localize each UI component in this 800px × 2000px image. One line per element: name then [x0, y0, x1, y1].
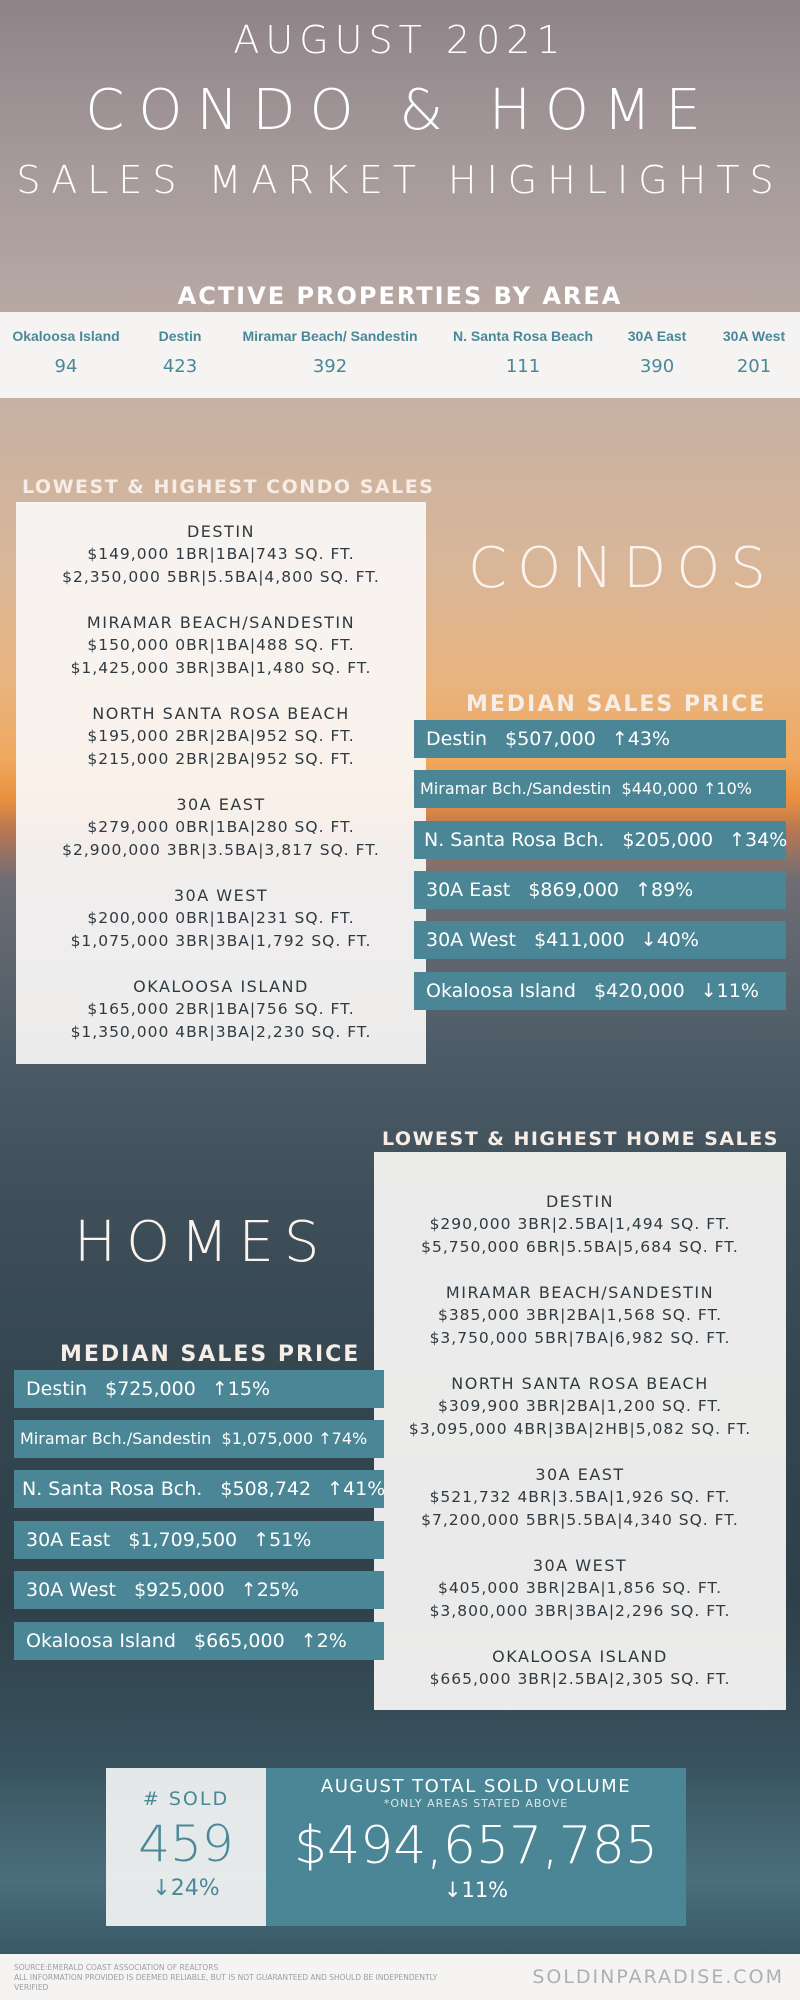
median-area: 30A West — [426, 929, 516, 951]
condo-median-okaloosa — [414, 972, 786, 1010]
area-destin — [140, 328, 220, 377]
header-month: AUGUST 2021 — [233, 18, 567, 62]
sales-high: $7,200,000 5BR|5.5BA|4,340 SQ. FT. — [421, 1511, 739, 1529]
footer — [0, 1954, 800, 2000]
sales-high: $1,425,000 3BR|3BA|1,480 SQ. FT. — [70, 659, 372, 677]
median-change: ↑2% — [300, 1630, 347, 1652]
sales-low: $385,000 3BR|2BA|1,568 SQ. FT. — [437, 1306, 723, 1324]
sales-low: $149,000 1BR|1BA|743 SQ. FT. — [87, 545, 355, 563]
sales-low: $405,000 3BR|2BA|1,856 SQ. FT. — [437, 1579, 723, 1597]
sales-area: 30A EAST — [535, 1465, 625, 1484]
median-price: $925,000 — [134, 1579, 225, 1601]
sold-volume-box — [266, 1768, 686, 1926]
area-north-santa-rosa-beach — [444, 328, 602, 377]
sales-high: $3,750,000 5BR|7BA|6,982 SQ. FT. — [429, 1329, 731, 1347]
median-area: Okaloosa Island — [426, 980, 576, 1002]
volume-note: *ONLY AREAS STATED ABOVE — [383, 1797, 569, 1810]
median-change: ↑89% — [635, 879, 694, 901]
sales-area: NORTH SANTA ROSA BEACH — [451, 1374, 709, 1393]
median-area: Miramar Bch./Sandestin — [420, 779, 612, 798]
footer-source-line: SOURCE:EMERALD COAST ASSOCIATION OF REALTORS — [14, 1963, 219, 1972]
area-name: 30A East — [627, 328, 687, 344]
area-name: 30A West — [722, 328, 786, 344]
home-sales-okaloosa — [374, 1645, 786, 1691]
active-properties-band — [0, 312, 800, 398]
sales-low: $665,000 3BR|2.5BA|2,305 SQ. FT. — [429, 1670, 731, 1688]
sales-area: MIRAMAR BEACH/SANDESTIN — [86, 613, 356, 632]
area-name: Miramar Beach/ Sandestin — [242, 328, 418, 344]
median-area: 30A East — [26, 1529, 111, 1551]
sales-area: DESTIN — [545, 1192, 615, 1211]
area-name: Destin — [158, 328, 202, 344]
home-sales-30a-west — [374, 1554, 786, 1623]
sales-area: 30A EAST — [176, 795, 266, 814]
condo-median-nsrb — [414, 821, 786, 859]
area-count: 94 — [54, 356, 78, 377]
volume-value: $494,657,785 — [294, 1816, 658, 1876]
sales-low: $521,732 4BR|3.5BA|1,926 SQ. FT. — [429, 1488, 731, 1506]
sales-low: $195,000 2BR|2BA|952 SQ. FT. — [87, 727, 355, 745]
area-30a-east — [614, 328, 700, 377]
median-area: 30A East — [426, 879, 511, 901]
home-sales-destin — [374, 1190, 786, 1259]
median-price: $1,075,000 — [221, 1429, 314, 1448]
sales-low: $279,000 0BR|1BA|280 SQ. FT. — [87, 818, 355, 836]
homes-section-word: HOMES — [74, 1210, 330, 1275]
sold-count-box — [106, 1768, 266, 1926]
median-price: $420,000 — [594, 980, 685, 1002]
home-median-okaloosa — [14, 1622, 384, 1660]
sales-high: $3,095,000 4BR|3BA|2HB|5,082 SQ. FT. — [408, 1420, 752, 1438]
condo-median-30a-east — [414, 871, 786, 909]
active-properties-title: ACTIVE PROPERTIES BY AREA — [177, 282, 623, 310]
condo-sales-nsrb — [16, 702, 426, 771]
home-median-title: MEDIAN SALES PRICE — [60, 1342, 361, 1367]
median-change: ↑34% — [729, 829, 788, 851]
median-price: $440,000 — [621, 779, 698, 798]
condo-sales-30a-west — [16, 884, 426, 953]
home-median-destin — [14, 1370, 384, 1408]
area-miramar-beach — [234, 328, 426, 377]
median-price: $411,000 — [534, 929, 625, 951]
sales-area: OKALOOSA ISLAND — [133, 977, 309, 996]
condos-section-word: CONDOS — [468, 536, 776, 601]
home-sales-title: LOWEST & HIGHEST HOME SALES — [382, 1128, 779, 1150]
home-sales-nsrb — [374, 1372, 786, 1441]
median-price: $507,000 — [505, 728, 596, 750]
sold-label: # SOLD — [142, 1788, 230, 1810]
area-name: Okaloosa Island — [12, 328, 120, 344]
area-count: 201 — [736, 356, 772, 377]
median-price: $508,742 — [220, 1478, 312, 1500]
condo-sales-miramar — [16, 611, 426, 680]
condo-median-miramar — [414, 770, 786, 808]
median-price: $665,000 — [194, 1630, 285, 1652]
home-sales-miramar — [374, 1281, 786, 1350]
page-subtitle: SALES MARKET HIGHLIGHTS — [16, 158, 784, 202]
area-count: 390 — [639, 356, 675, 377]
median-change: ↓11% — [700, 980, 759, 1002]
sold-value: 459 — [138, 1815, 234, 1873]
sales-low: $309,900 3BR|2BA|1,200 SQ. FT. — [437, 1397, 723, 1415]
median-price: $1,709,500 — [128, 1529, 238, 1551]
sales-area: 30A WEST — [532, 1556, 628, 1575]
area-30a-west — [712, 328, 796, 377]
area-count: 392 — [312, 356, 348, 377]
home-median-30a-east — [14, 1521, 384, 1559]
sales-area: NORTH SANTA ROSA BEACH — [92, 704, 350, 723]
sales-high: $2,350,000 5BR|5.5BA|4,800 SQ. FT. — [62, 568, 380, 586]
condo-sales-30a-east — [16, 793, 426, 862]
sales-area: 30A WEST — [173, 886, 269, 905]
median-change: ↑43% — [611, 728, 670, 750]
page-title: CONDO & HOME — [85, 78, 715, 143]
home-median-miramar — [14, 1420, 384, 1458]
median-area: N. Santa Rosa Bch. — [22, 1478, 203, 1500]
median-price: $725,000 — [105, 1378, 196, 1400]
median-area: 30A West — [26, 1579, 116, 1601]
median-change: ↑15% — [211, 1378, 270, 1400]
footer-site-link[interactable]: SOLDINPARADISE.COM — [532, 1966, 784, 1988]
sold-change: ↓24% — [152, 1876, 220, 1901]
median-change: ↓40% — [640, 929, 699, 951]
median-area: N. Santa Rosa Bch. — [424, 829, 605, 851]
sales-area: MIRAMAR BEACH/SANDESTIN — [445, 1283, 715, 1302]
sales-low: $290,000 3BR|2.5BA|1,494 SQ. FT. — [429, 1215, 731, 1233]
footer-source — [14, 1963, 454, 1993]
sales-high: $1,350,000 4BR|3BA|2,230 SQ. FT. — [70, 1023, 372, 1041]
volume-change: ↓11% — [443, 1878, 509, 1902]
sales-low: $165,000 2BR|1BA|756 SQ. FT. — [87, 1000, 355, 1018]
area-okaloosa-island — [6, 328, 126, 377]
median-change: ↑51% — [253, 1529, 312, 1551]
sales-low: $200,000 0BR|1BA|231 SQ. FT. — [87, 909, 355, 927]
footer-disclaimer: ALL INFORMATION PROVIDED IS DEEMED RELIABLE, BUT IS NOT GUARANTEED AND SHOULD BE INDEPENDENTLY VERIFIED — [14, 1973, 438, 1992]
sales-low: $150,000 0BR|1BA|488 SQ. FT. — [87, 636, 355, 654]
median-price: $869,000 — [528, 879, 620, 901]
sales-area: DESTIN — [186, 522, 256, 541]
sales-high: $5,750,000 6BR|5.5BA|5,684 SQ. FT. — [421, 1238, 739, 1256]
median-area: Destin — [26, 1378, 87, 1400]
median-area: Miramar Bch./Sandestin — [20, 1429, 212, 1448]
sales-high: $215,000 2BR|2BA|952 SQ. FT. — [87, 750, 355, 768]
sales-high: $2,900,000 3BR|3.5BA|3,817 SQ. FT. — [62, 841, 380, 859]
condo-sales-title: LOWEST & HIGHEST CONDO SALES — [22, 476, 435, 498]
home-sales-30a-east — [374, 1463, 786, 1532]
median-price: $205,000 — [622, 829, 714, 851]
median-change: ↑74% — [318, 1429, 368, 1448]
median-change: ↑41% — [327, 1478, 386, 1500]
sales-high: $1,075,000 3BR|3BA|1,792 SQ. FT. — [70, 932, 372, 950]
home-sales-box — [374, 1152, 786, 1710]
sales-area: OKALOOSA ISLAND — [492, 1647, 668, 1666]
median-change: ↑25% — [240, 1579, 299, 1601]
area-name: N. Santa Rosa Beach — [452, 328, 594, 344]
home-median-nsrb — [14, 1470, 384, 1508]
condo-sales-okaloosa — [16, 975, 426, 1044]
area-count: 111 — [505, 356, 541, 377]
condo-median-30a-west — [414, 921, 786, 959]
area-count: 423 — [162, 356, 198, 377]
volume-label: AUGUST TOTAL SOLD VOLUME — [320, 1776, 632, 1797]
condo-sales-box — [16, 502, 426, 1064]
median-area: Okaloosa Island — [26, 1630, 176, 1652]
condo-sales-destin — [16, 520, 426, 589]
condo-median-title: MEDIAN SALES PRICE — [466, 692, 767, 717]
median-area: Destin — [426, 728, 487, 750]
sales-high: $3,800,000 3BR|3BA|2,296 SQ. FT. — [429, 1602, 731, 1620]
condo-median-destin — [414, 720, 786, 758]
median-change: ↑10% — [702, 779, 752, 798]
home-median-30a-west — [14, 1571, 384, 1609]
